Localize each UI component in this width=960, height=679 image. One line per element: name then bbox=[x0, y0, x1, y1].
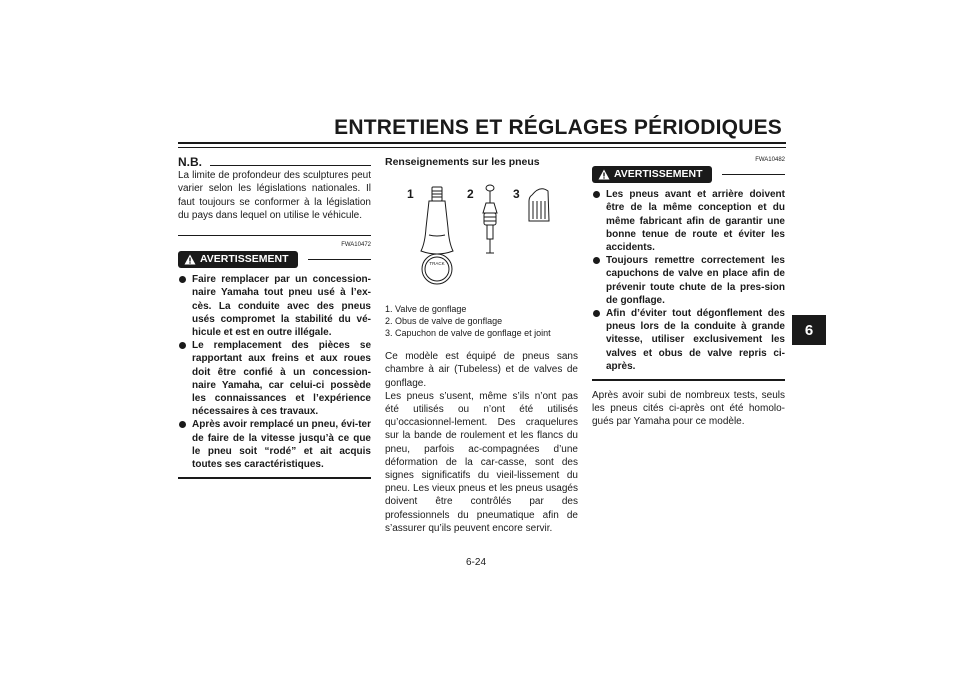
page-title: ENTRETIENS ET RÉGLAGES PÉRIODIQUES bbox=[334, 116, 782, 139]
warning-item: Faire remplacer par un concession-naire Yamaha tout pneu usé à l’ex-cès. La conduite avec des pneus usés compromet la stabilité du vé-hicule et est en outre illégale. bbox=[178, 273, 371, 339]
warning-code: FWA10482 bbox=[755, 157, 785, 163]
warning-triangle-icon bbox=[184, 254, 196, 265]
warning-end-rule bbox=[592, 379, 785, 381]
cap-marking: TRACK bbox=[429, 261, 445, 267]
nb-heading bbox=[178, 156, 371, 169]
warning-end-rule bbox=[178, 477, 371, 479]
section-heading: Renseignements sur les pneus bbox=[385, 156, 540, 168]
warning-badge bbox=[592, 166, 712, 183]
warning-list bbox=[592, 188, 785, 373]
nb-text: La limite de profondeur des sculptures peut varier selon les législations nationales. Il faut toujours se conformer à la législation du pays dans lequel on utilise le véhicule. bbox=[178, 170, 371, 221]
chapter-tab: 6 bbox=[792, 315, 826, 345]
warning-rule bbox=[722, 174, 785, 175]
warning-item: Toujours remettre correctement les capuchons de valve en place afin de prévenir toute chute de la pres-sion de gonflage. bbox=[592, 254, 785, 307]
paragraph: Après avoir subi de nombreux tests, seuls les pneus cités ci-après ont été homolo-gués par Yamaha pour ce modèle. bbox=[592, 389, 785, 427]
right-column bbox=[592, 156, 785, 428]
figure-caption: 1. Valve de gonflage bbox=[385, 304, 467, 315]
warning-label: AVERTISSEMENT bbox=[200, 253, 289, 266]
left-column bbox=[178, 156, 371, 479]
figure-label-1: 1 bbox=[407, 187, 414, 202]
valve-illustration bbox=[385, 173, 575, 285]
warning-header bbox=[592, 166, 785, 183]
warning-rule bbox=[308, 259, 371, 260]
figure-label-3: 3 bbox=[513, 187, 520, 202]
warning-label: AVERTISSEMENT bbox=[614, 168, 703, 180]
middle-column bbox=[385, 156, 578, 535]
warning-item: Après avoir remplacé un pneu, évi-ter de faire de la vitesse jusqu’à ce que le pneu soit “rodé” et ait acquis toutes ses caractéristiques. bbox=[178, 418, 371, 471]
warning-list bbox=[178, 273, 371, 471]
figure-caption: 3. Capuchon de valve de gonflage et joint bbox=[385, 328, 551, 339]
warning-item: Le remplacement des pièces se rapportant aux freins et aux roues doit être confié à un concession-naire Yamaha, car celui-ci possède les connaissances et l’expérience nécessaires à ces travaux. bbox=[178, 339, 371, 418]
header-rule-thin bbox=[178, 147, 786, 148]
figure-label-2: 2 bbox=[467, 187, 474, 202]
header-rule-thick bbox=[178, 142, 786, 144]
paragraph: Les pneus s’usent, même s’ils n’ont pas été utilisés ou n’ont été utilisés qu’occasionnel-lement. Des craquelures sur la bande de roulement et les flancs du pneu, parfois ac-compagnées d’une déformation de la car-casse, sont des signes significatifs du vieil-lissement du pneu. Les vieux pneus et les pneus usagés doivent être contrôlés par des professionnels du pneumatique afin de s’assurer qu’ils peuvent encore servir. bbox=[385, 390, 578, 534]
figure-captions bbox=[385, 303, 578, 339]
valve-figure bbox=[385, 173, 578, 285]
warning-triangle-icon bbox=[598, 169, 610, 180]
warning-code: FWA10472 bbox=[341, 242, 371, 249]
warning-item: Les pneus avant et arrière doivent être de la même conception et du même fabricant afin de garantir une bonne tenue de route et éviter les accidents. bbox=[592, 188, 785, 254]
paragraph: Ce modèle est équipé de pneus sans chambre à air (Tubeless) et de valves de gonflage. bbox=[385, 351, 578, 389]
warning-badge bbox=[178, 251, 298, 268]
nb-rule bbox=[210, 165, 371, 166]
warning-item: Afin d’éviter tout dégonflement des pneus lors de la conduite à grande vitesse, utiliser exclusivement les valves et obus de valve repris ci-après. bbox=[592, 307, 785, 373]
nb-end-rule bbox=[178, 235, 371, 236]
page-number: 6-24 bbox=[466, 557, 487, 568]
warning-header bbox=[178, 251, 371, 268]
nb-title: N.B. bbox=[178, 155, 202, 169]
figure-caption: 2. Obus de valve de gonflage bbox=[385, 316, 503, 327]
